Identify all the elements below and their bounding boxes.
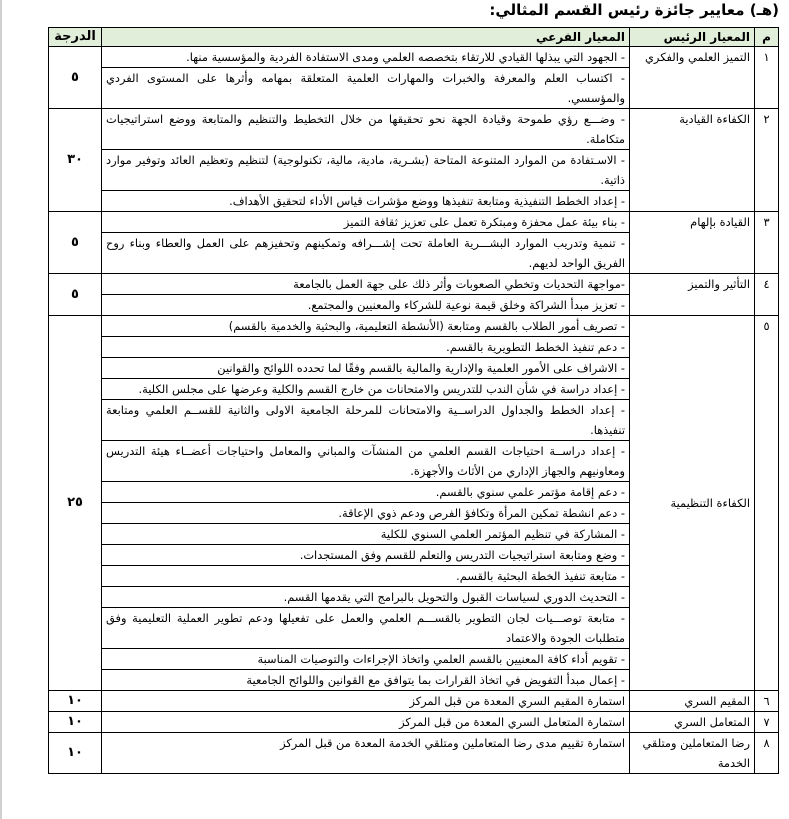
sub-criterion: - تنمية وتدريب الموارد البشـــرية العاملة تحت إشـــرافه وتمكينهم وتحفيزهم على العمل والعطاء وبناء روح الفريق الواحد لديهم. [102,233,630,274]
sub-criterion: - دعم إقامة مؤتمر علمي سنوي بالقسم. [102,482,630,503]
table-row [49,712,779,733]
sub-criterion: - دعم انشطة تمكين المرأة وتكافؤ الفرص ودعم ذوي الإعاقة. [102,503,630,524]
criterion-grade: ١٠ [49,733,102,774]
sub-criterion: - الاشراف على الأمور العلمية والإدارية والمالية بالقسم وفقًا لما تحدده اللوائح والقوانين [102,358,630,379]
criterion-grade: ١٠ [49,691,102,712]
sub-criterion: - متابعة توصـــيات لجان التطوير بالقســـم العلمي والعمل على تفعيلها ودعم تطوير العملية التعليمية وفق متطلبات الجودة والاعتماد [102,608,630,649]
main-criterion: التميز العلمي والفكري [630,47,755,109]
sub-criterion: استمارة المتعامل السري المعدة من قبل المركز [102,712,630,733]
header-grade: الدرجة [49,28,102,47]
sub-criterion: - إعداد دراســة احتياجات القسم العلمي من المنشآت والمباني والمعامل واحتياجات أعضــاء هيئة التدريس ومعاونيهم والجهاز الإداري من الأثاث والأجهزة. [102,441,630,482]
criterion-number: ٨ [755,733,779,774]
sub-criterion: - إعمال مبدأ التفويض في اتخاذ القرارات بما يتوافق مع القوانين واللوائح الجامعية [102,670,630,691]
sub-criterion: - بناء بيئة عمل محفزة ومبتكرة تعمل على تعزيز ثقافة التميز [102,212,630,233]
sub-criterion: استمارة تقييم مدى رضا المتعاملين ومتلقي الخدمة المعدة من قبل المركز [102,733,630,774]
sub-criterion: - التحديث الدوري لسياسات القبول والتحويل بالبرامج التي يقدمها القسم. [102,587,630,608]
criterion-grade: ٢٥ [49,316,102,691]
sub-criterion: -مواجهة التحديات وتخطي الصعوبات وأثر ذلك على جهة العمل بالجامعة [102,274,630,295]
header-number: م [755,28,779,47]
page-edge [0,0,2,819]
criterion-grade: ٥ [49,274,102,316]
criterion-number: ٣ [755,212,779,274]
sub-criterion: - وضـــع رؤي طموحة وقيادة الجهة نحو تحقيقها من خلال التخطيط والتنظيم والمتابعة ووضع استراتيجيات متكاملة. [102,109,630,150]
table-row [49,316,779,337]
table-row [49,733,779,774]
table-row [49,109,779,150]
sub-criterion: - تقويم أداء كافة المعنيين بالقسم العلمي واتخاذ الإجراءات والتوصيات المناسبة [102,649,630,670]
header-sub-criterion: المعيار الفرعي [102,28,630,47]
main-criterion: المقيم السري [630,691,755,712]
criterion-number: ٤ [755,274,779,316]
section-title: (هـ) معايير جائزة رئيس القسم المثالي: [489,1,779,19]
sub-criterion: - وضع ومتابعة استراتيجيات التدريس والتعلم للقسم وفق المستجدات. [102,545,630,566]
criterion-grade: ٥ [49,47,102,109]
criterion-number: ٧ [755,712,779,733]
table-row [49,274,779,295]
criterion-grade: ٥ [49,212,102,274]
main-criterion: الكفاءة التنظيمية [630,316,755,691]
sub-criterion: - الجهود التي يبذلها القيادي للارتقاء بتخصصه العلمي ومدى الاستفادة الفردية والمؤسسية منها. [102,47,630,68]
main-criterion: التأثير والتميز [630,274,755,316]
criterion-grade: ٣٠ [49,109,102,212]
criterion-number: ٥ [755,316,779,691]
criterion-grade: ١٠ [49,712,102,733]
sub-criterion: - إعداد الخطط والجداول الدراســية والامتحانات للمرحلة الجامعية الاولى والثانية للقســم العلمي ومتابعة تنفيذها. [102,400,630,441]
table-body [49,47,779,774]
sub-criterion: - اكتساب العلم والمعرفة والخبرات والمهارات العلمية المتعلقة بمهامه وأثرها على المستوى الفردي والمؤسسي. [102,68,630,109]
criterion-number: ٢ [755,109,779,212]
main-criterion: رضا المتعاملين ومتلقي الخدمة [630,733,755,774]
table-row [49,47,779,68]
sub-criterion: - إعداد الخطط التنفيذية ومتابعة تنفيذها ووضع مؤشرات قياس الأداء لتحقيق الأهداف. [102,191,630,212]
header-main-criterion: المعيار الرئيس [630,28,755,47]
main-criterion: الكفاءة القيادية [630,109,755,212]
main-criterion: المتعامل السري [630,712,755,733]
sub-criterion: - تصريف أمور الطلاب بالقسم ومتابعة (الأنشطة التعليمية، والبحثية والخدمية بالقسم) [102,316,630,337]
sub-criterion: - المشاركة في تنظيم المؤتمر العلمي السنوي للكلية [102,524,630,545]
criterion-number: ٦ [755,691,779,712]
sub-criterion: - الاسـتفادة من الموارد المتنوعة المتاحة (بشـرية، مادية، مالية، تكنولوجية) لتنظيم وتعظيم العائد وتوفير موارد ذاتية. [102,150,630,191]
sub-criterion: - إعداد دراسة في شأن الندب للتدريس والامتحانات من خارج القسم والكلية وعرضها على مجلس الكلية. [102,379,630,400]
sub-criterion: - تعزيز مبدأ الشراكة وخلق قيمة نوعية للشركاء والمعنيين والمجتمع. [102,295,630,316]
main-criterion: القيادة بإلهام [630,212,755,274]
sub-criterion: - دعم تنفيذ الخطط التطويرية بالقسم. [102,337,630,358]
sub-criterion: استمارة المقيم السري المعدة من قبل المركز [102,691,630,712]
table-row [49,212,779,233]
sub-criterion: - متابعة تنفيذ الخطة البحثية بالقسم. [102,566,630,587]
criterion-number: ١ [755,47,779,109]
table-row [49,691,779,712]
criteria-table [48,27,779,774]
table-header-row [49,28,779,47]
